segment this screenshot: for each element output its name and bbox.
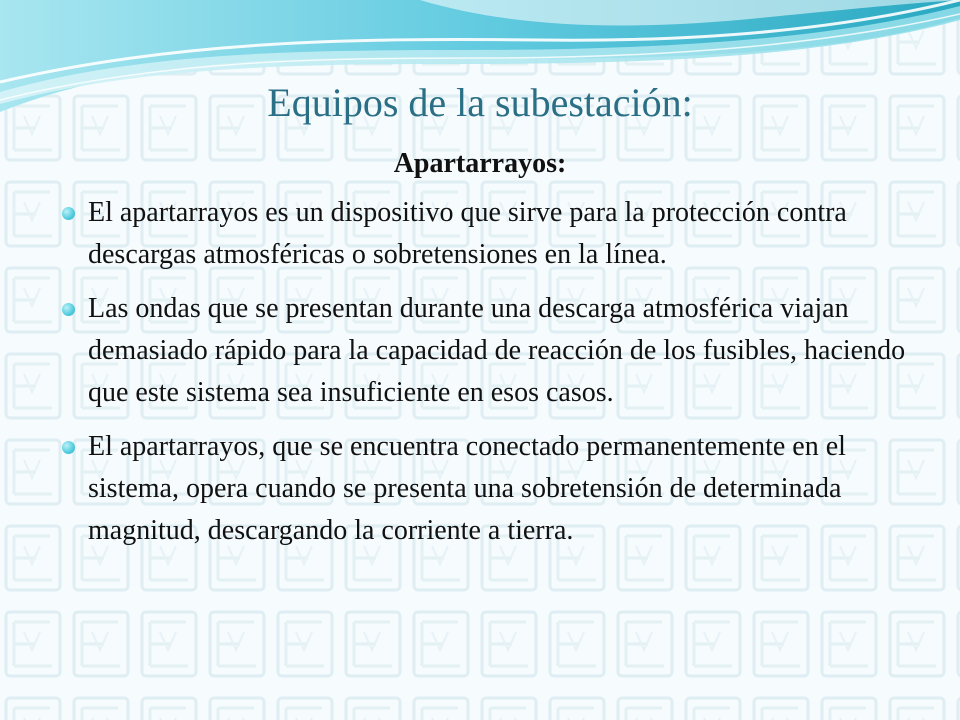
section-subheading: Apartarrayos:	[393, 148, 567, 179]
slide-title: Equipos de la subestación:	[267, 80, 693, 125]
bullet-dot-icon	[62, 303, 75, 316]
bullet-dot-icon	[62, 441, 75, 454]
bullet-text: El apartarrayos, que se encuentra conectado permanentemente en el sistema, opera cuando se presenta una sobretensión de determinada magnitud, descargando la corriente a tierra.	[88, 431, 846, 546]
bullet-list	[58, 192, 920, 564]
bullet-item	[58, 288, 920, 414]
bullet-text: El apartarrayos es un dispositivo que sirve para la protección contra descargas atmosféricas o sobretensiones en la línea.	[88, 197, 847, 270]
bullet-text: Las ondas que se presentan durante una descarga atmosférica viajan demasiado rápido para la capacidad de reacción de los fusibles, haciendo que este sistema sea insuficiente en esos casos.	[88, 293, 906, 408]
bullet-item	[58, 426, 920, 552]
bullet-item	[58, 192, 920, 276]
bullet-dot-icon	[62, 207, 75, 220]
